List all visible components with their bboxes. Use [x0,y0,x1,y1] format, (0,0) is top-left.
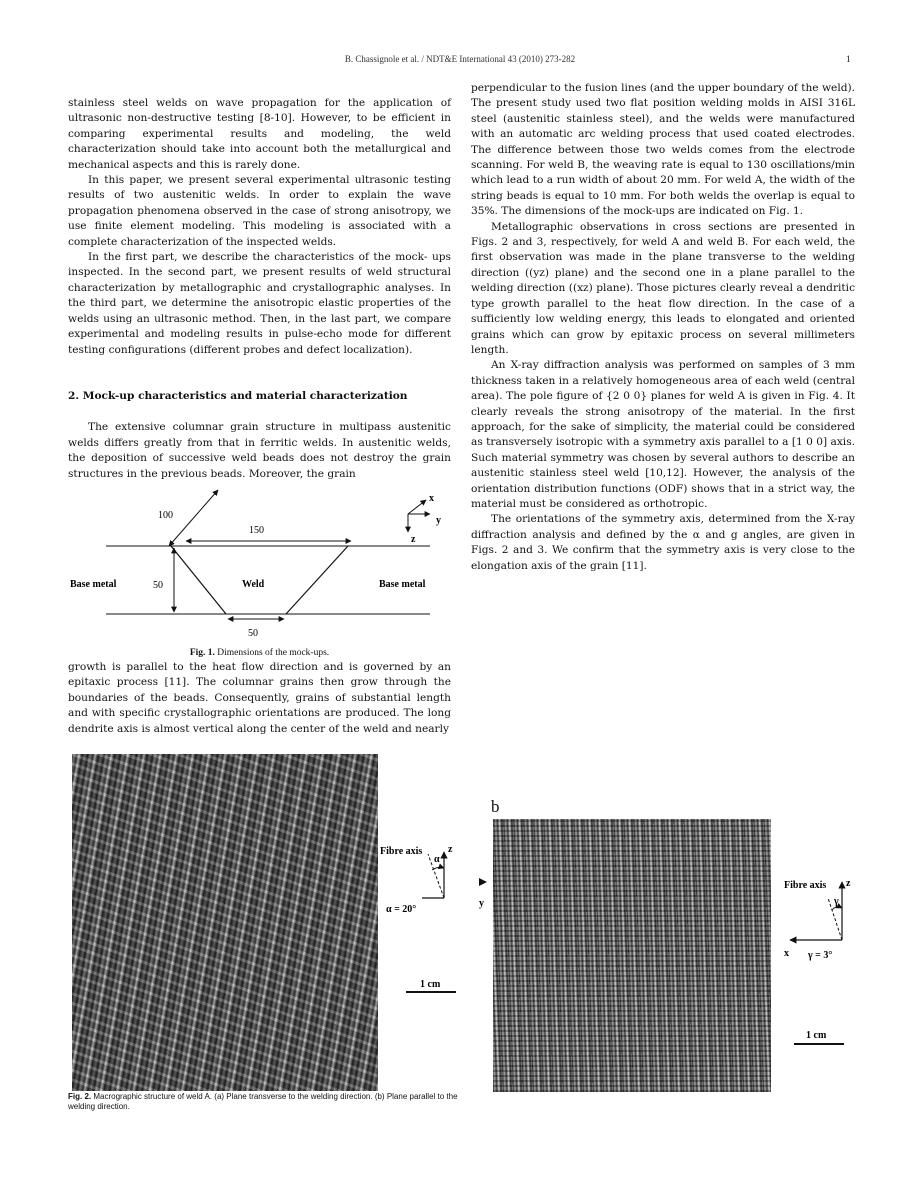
paragraph: In this paper, we present several experimental ultrasonic testing results of two austenitic welds. In order to explain the wave propagation phenomena observed in the case of strong anisotropy, we use finite element modeling. This modeling is associated with a complete characterization of the inspected welds. [68,174,451,248]
paragraph: The orientations of the symmetry axis, determined from the X-ray diffraction analysis and defined by the α and g angles, are given in Figs. 2 and 3. We confirm that the symmetry axis is very close to the elongation axis of the grain [11]. [471,513,855,572]
left-column-top [68,96,451,482]
fig2a-orientation-inset [378,840,478,1010]
paragraph: perpendicular to the fusion lines (and the upper boundary of the weld). The present study used two flat position welding molds in AISI 316L steel (austenitic stainless steel), and the welds were manufactured with an automatic arc welding process that used coated electrodes. The difference between those two welds comes from the electrode scanning. For weld B, the weaving rate is equal to 130 oscillations/min which lead to a run width of about 20 mm. For weld A, the width of the string beads is equal to 10 mm. For both welds the overlap is equal to 35%. The dimensions of the mock-ups are indicated on Fig. 1. [471,82,855,218]
axis-z-label: z [411,534,416,545]
paragraph: In the first part, we describe the characteristics of the mock- ups inspected. In the second part, we present results of weld structural characterization by metallographic and crystallographic analyses. In the third part, we determine the anisotropic elastic properties of the welds using an ultrasonic method. Then, in the last part, we compare experimental and modeling results in pulse-echo mode for different testing configurations (different probes and defect localization). [68,251,451,356]
fig1-caption [68,648,451,658]
scale-label: 1 cm [806,1030,827,1041]
axis-x-arrow [408,500,426,514]
fibre-axis-label: Fibre axis [784,880,827,891]
x-axis-label: x [784,948,789,959]
gamma-value: γ = 3° [808,950,833,961]
base-metal-left-label: Base metal [70,579,117,590]
section-title: 2. Mock-up characteristics and material characterization [68,389,408,402]
dim-100-label: 100 [158,510,173,521]
weld-a-parallel-micrograph [493,819,771,1092]
dim-150-label: 150 [249,525,264,536]
weld-a-transverse-micrograph [72,754,378,1091]
running-header: B. Chassignole et al. / NDT&E International 43 (2010) 273-282 [344,54,576,64]
z-axis-label: z [448,844,453,855]
axis-y-label: y [436,515,441,526]
fig2-caption [68,1092,468,1112]
gamma-symbol: γ [834,896,839,907]
base-metal-right-label: Base metal [379,579,426,590]
left-column-bottom [68,660,451,737]
caption-text: Macrographic structure of weld A. (a) Plane transverse to the welding direction. (b) Plane parallel to the welding direction. [68,1092,458,1111]
alpha-value: α = 20° [386,904,417,915]
panel-b-label: b [491,797,500,816]
alpha-symbol: α [434,854,440,865]
gamma-arc [832,907,842,910]
y-direction-triangle [479,878,487,886]
dim-50-vertical-label: 50 [153,580,163,591]
scale-label: 1 cm [420,979,441,990]
right-column [471,81,855,574]
caption-text: Dimensions of the mock-ups. [214,648,330,658]
paragraph: stainless steel welds on wave propagation for the application of ultrasonic non-destructive testing [8-10]. However, to be efficient in comparing experimental results and modeling, the weld characterization should take into account both the metallurgical and mechanical aspects and this is rarely done. [68,97,451,171]
fig2b-y-axis-marker [476,870,492,930]
caption-label: Fig. 1. [189,648,215,658]
fibre-axis-label: Fibre axis [380,846,423,857]
fig1-diagram [68,484,451,659]
z-axis-label: z [846,878,851,889]
y-axis-label: y [479,898,484,909]
paragraph: An X-ray diffraction analysis was performed on samples of 3 mm thickness taken in a relatively homogeneous area of each weld (central area). The pole figure of {2 0 0} planes for weld A is given in Fig. 4. It clearly reveals the strong anisotropy of the material. In the first approach, for the sake of simplicity, the material could be considered as transversely isotropic with a symmetry axis parallel to a [1 0 0] axis. Such material symmetry was chosen by several authors to describe an austenitic stainless steel weld [10,12]. However, the analysis of the orientation distribution functions (ODF) shows that in a strict way, the material must be considered as orthotropic. [471,359,855,510]
page-number: 1 [846,54,851,64]
fig2b-orientation-inset [776,870,876,1070]
paragraph: growth is parallel to the heat flow direction and is governed by an epitaxic process [11]. The columnar grains then grow through the boundaries of the beads. Consequently, grains of substantial length and with specific crystallographic orientations are produced. The long dendrite axis is almost vertical along the center of the weld and nearly [68,661,451,735]
weld-label: Weld [242,579,265,590]
dim-50-bottom-label: 50 [248,628,258,639]
dim-100-line [169,490,218,546]
paragraph: Metallographic observations in cross sections are presented in Figs. 2 and 3, respectively, for weld A and weld B. For each weld, the first observation was made in the plane transverse to the welding direction ((yz) plane) and the second one in a plane parallel to the welding direction ((xz) plane). Those pictures clearly reveal a dendritic type growth parallel to the heat flow direction. In the case of a sufficiently low welding energy, this leads to elongated and oriented grains which can grow by epitaxic process on several millimeters length. [471,220,855,356]
weld-right-edge [286,546,348,614]
caption-label: Fig. 2. [68,1092,92,1101]
paragraph: The extensive columnar grain structure in multipass austenitic welds differs greatly from that in ferritic welds. In austenitic welds, the deposition of successive weld beads does not destroy the grain structures in the previous beads. Moreover, the grain [68,421,451,480]
weld-left-edge [171,546,226,614]
axis-x-label: x [429,493,434,504]
